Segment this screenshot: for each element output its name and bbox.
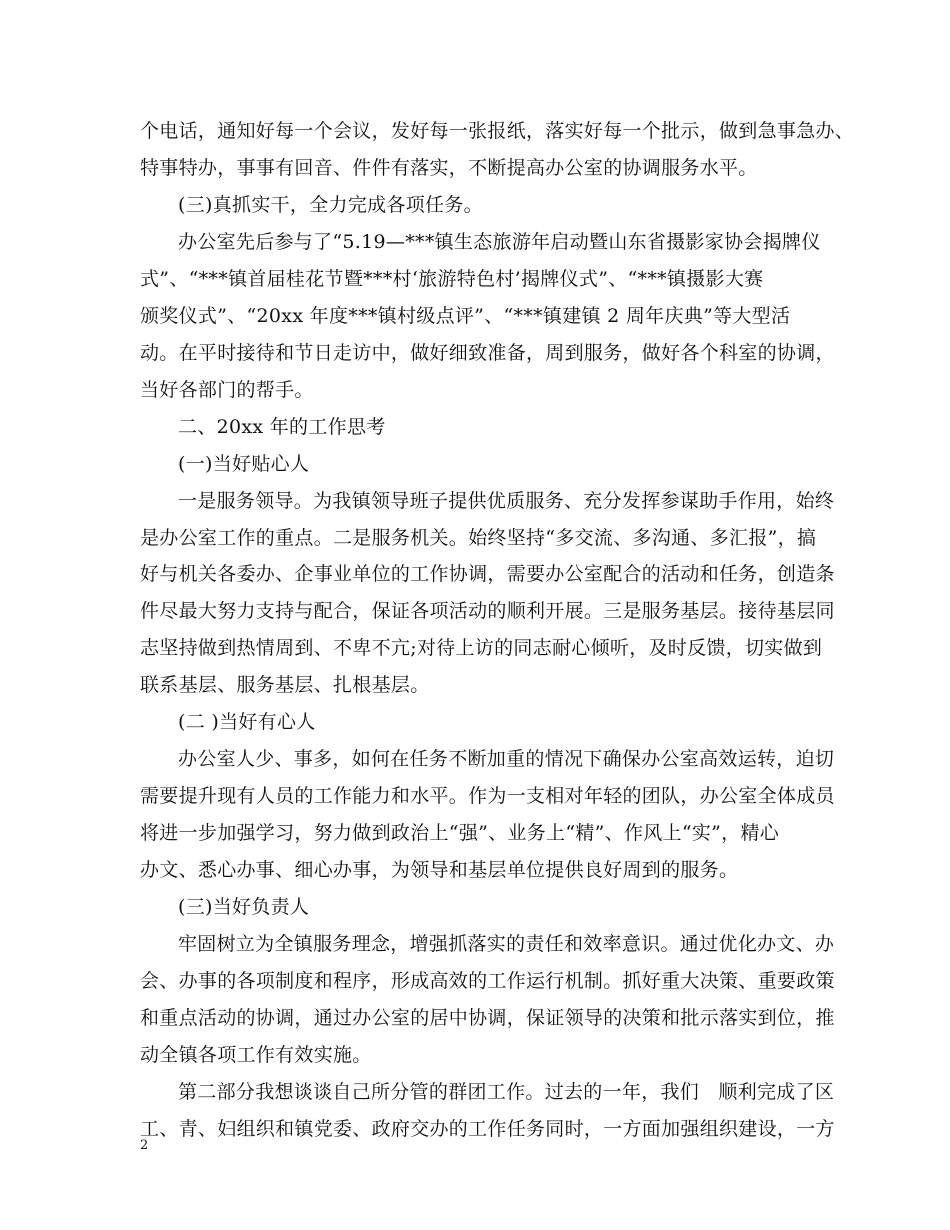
page-number: 2 xyxy=(140,1138,149,1153)
text-line: 动全镇各项工作有效实施。 xyxy=(140,1043,372,1066)
text-line: (一)当好贴心人 xyxy=(178,452,310,475)
text-line: 志坚持做到热情周到、不卑不亢;对待上访的同志耐心倾听，及时反馈，切实做到 xyxy=(140,637,823,660)
text-line: 式”、“***镇首届桂花节暨***村‘旅游特色村’揭牌仪式”、“***镇摄影大赛 xyxy=(140,267,764,290)
text-line: 二、20xx 年的工作思考 xyxy=(178,415,386,438)
text-line: 和重点活动的协调，通过办公室的居中协调，保证领导的决策和批示落实到位，推 xyxy=(140,1006,835,1029)
text-line: 一是服务领导。为我镇领导班子提供优质服务、充分发挥参谋助手作用，始终 xyxy=(178,489,835,512)
text-line: 好与机关各委办、企事业单位的工作协调，需要办公室配合的活动和任务，创造条 xyxy=(140,563,835,586)
text-line: (三)真抓实干，全力完成各项任务。 xyxy=(178,193,483,216)
text-line: (三)当好负责人 xyxy=(178,896,310,918)
text-line: 动。在平时接待和节日走访中，做好细致准备，周到服务，做好各个科室的协调， xyxy=(140,341,835,364)
text-line: 第二部分我想谈谈自己所分管的群团工作。过去的一年，我们 顺利完成了区 xyxy=(178,1080,835,1103)
text-line: (二 )当好有心人 xyxy=(178,711,316,734)
text-line: 会、办事的各项制度和程序，形成高效的工作运行机制。抓好重大决策、重要政策 xyxy=(140,969,835,992)
text-line: 工、青、妇组织和镇党委、政府交办的工作任务同时，一方面加强组织建设，一方 xyxy=(140,1117,835,1140)
text-line: 牢固树立为全镇服务理念，增强抓落实的责任和效率意识。通过优化办文、办 xyxy=(178,932,835,955)
text-line: 是办公室工作的重点。二是服务机关。始终坚持“多交流、多沟通、多汇报”，搞 xyxy=(140,526,817,549)
text-line: 办公室人少、事多，如何在任务不断加重的情况下确保办公室高效运转，迫切 xyxy=(178,748,835,771)
text-line: 办公室先后参与了“5.19—***镇生态旅游年启动暨山东省摄影家协会揭牌仪 xyxy=(178,230,821,253)
text-line: 颁奖仪式”、“20xx 年度***镇村级点评”、“***镇建镇 2 周年庆典”等大型活 xyxy=(140,304,791,327)
text-line: 联系基层、服务基层、扎根基层。 xyxy=(140,674,430,697)
text-line: 将进一步加强学习，努力做到政治上“强”、业务上“精”、作风上“实”，精心 xyxy=(140,822,780,845)
text-line: 办文、悉心办事、细心办事，为领导和基层单位提供良好周到的服务。 xyxy=(140,859,739,881)
text-line: 特事特办，事事有回音、件件有落实，不断提高办公室的协调服务水平。 xyxy=(140,156,758,179)
text-line: 当好各部门的帮手。 xyxy=(140,378,314,401)
text-line: 个电话，通知好每一个会议，发好每一张报纸，落实好每一个批示，做到急事急办、 xyxy=(140,120,855,142)
text-line: 件尽最大努力支持与配合，保证各项活动的顺利开展。三是服务基层。接待基层同 xyxy=(140,600,835,623)
text-line: 需要提升现有人员的工作能力和水平。作为一支相对年轻的团队，办公室全体成员 xyxy=(140,785,835,808)
